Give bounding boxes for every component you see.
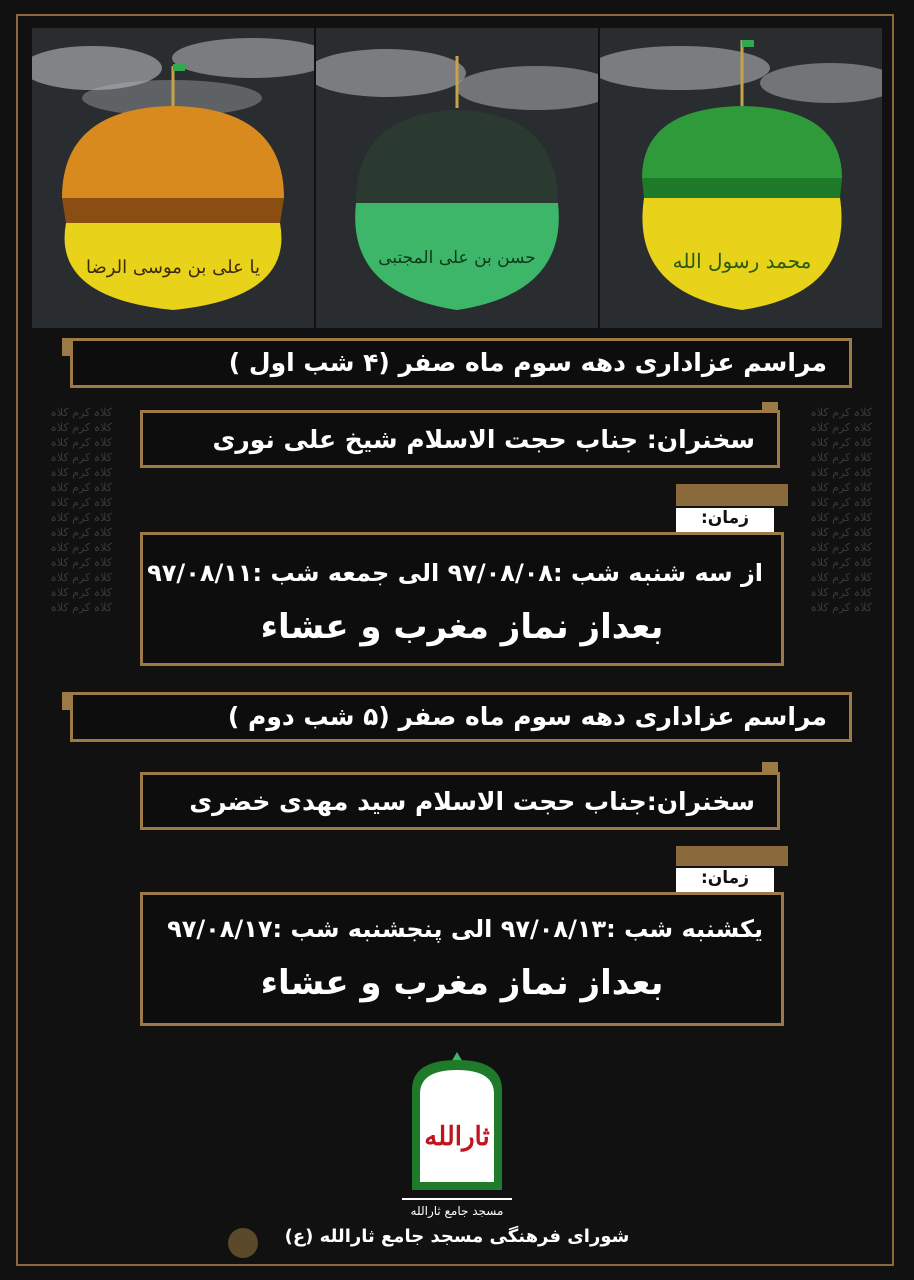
footer-council: شورای فرهنگی مسجد جامع ثارالله (ع): [284, 1226, 630, 1247]
banner-imam-hasan: [316, 28, 598, 328]
section2-after-prayer: بعداز نماز مغرب و عشاء: [260, 963, 664, 1003]
section1-after-prayer: بعداز نماز مغرب و عشاء: [260, 607, 664, 647]
logo-calligraphy: ثارالله: [424, 1122, 490, 1152]
section1-speaker-bar: [140, 410, 780, 468]
dark-green-dome-icon: [600, 28, 882, 328]
section2-title-bar: [70, 692, 852, 742]
section1-dates: از سه شنبه شب :۹۷/۰۸/۰۸ الی جمعه شب :۹۷/۰۸/۱۱: [147, 559, 763, 587]
section1-time-box: [140, 532, 784, 666]
section1-title-bar: [70, 338, 852, 388]
section2-dates: یکشنبه شب :۹۷/۰۸/۱۳ الی پنجشنبه شب :۹۷/۰۸/۱۷: [167, 915, 763, 943]
green-dome-icon: [316, 28, 598, 328]
banner-imam-reza: [32, 28, 314, 328]
right-calligraphy-pattern: کلاہ کرم کلاہ کلاہ کرم کلاہ کلاہ کرم کلاہ کلاہ کرم کلاہ کلاہ کرم کلاہ کلاہ کرم کلاہ کلاہ کرم کلاہ کلاہ کرم کلاہ کلاہ کرم کلاہ کلاہ کرم کلاہ کلاہ کرم کلاہ کلاہ کرم کلاہ کلاہ کرم کلاہ کلاہ کرم کلاہ: [810, 406, 872, 614]
svg-text:محمد رسول الله: محمد رسول الله: [672, 249, 812, 273]
section2-time-label: زمان:: [676, 868, 774, 892]
left-calligraphy-pattern: کلاہ کرم کلاہ کلاہ کرم کلاہ کلاہ کرم کلاہ کلاہ کرم کلاہ کلاہ کرم کلاہ کلاہ کرم کلاہ کلاہ کرم کلاہ کلاہ کرم کلاہ کلاہ کرم کلاہ کلاہ کرم کلاہ کلاہ کرم کلاہ کلاہ کرم کلاہ کلاہ کرم کلاہ کلاہ کرم کلاہ: [50, 406, 112, 614]
orange-dome-icon: [32, 28, 314, 328]
svg-text:یا علی بن موسی الرضا: یا علی بن موسی الرضا: [85, 257, 261, 278]
mosque-logo: [392, 1050, 522, 1220]
banner-prophet: [600, 28, 882, 328]
section2-title: مراسم عزاداری دهه سوم ماه صفر (۵ شب دوم ): [227, 702, 827, 731]
time-ornament-2: [676, 846, 788, 866]
time-ornament-1: [676, 484, 788, 506]
section2-time-box: [140, 892, 784, 1026]
section1-title: مراسم عزاداری دهه سوم ماه صفر (۴ شب اول ): [228, 348, 827, 377]
section2-speaker-bar: [140, 772, 780, 830]
section1-speaker: سخنران: جناب حجت الاسلام شیخ علی نوری: [212, 425, 755, 454]
section1-time-label: زمان:: [676, 508, 774, 532]
section2-speaker: سخنران:جناب حجت الاسلام سید مهدی خضری: [189, 787, 755, 816]
svg-text:حسن بن علی المجتبی: حسن بن علی المجتبی: [378, 248, 536, 268]
logo-caption: مسجد جامع ثارالله: [410, 1204, 504, 1218]
